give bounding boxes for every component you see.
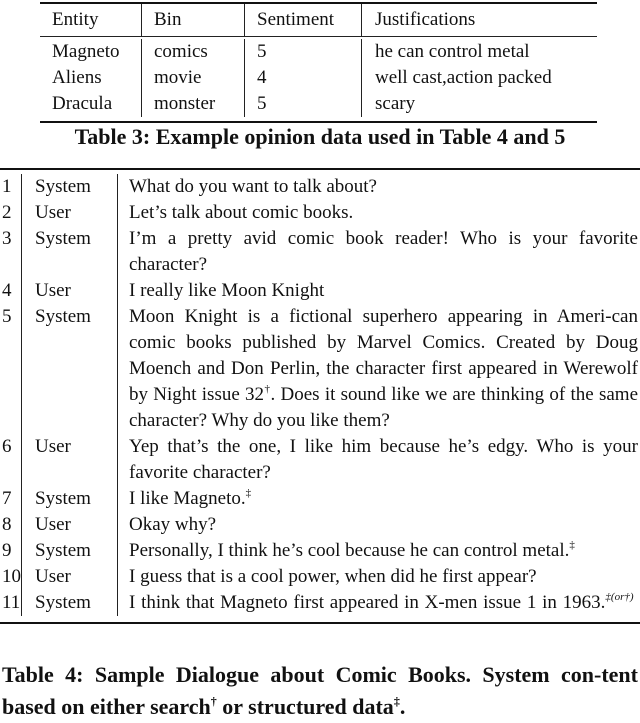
utterance: Let’s talk about comic books. (129, 202, 354, 223)
turn-number: 6 (0, 434, 22, 486)
caption-text: Table 4: Sample Dialogue about Comic Books. System con-tent based on either search (2, 662, 638, 719)
turn-number: 2 (0, 200, 22, 226)
source-marker-text: ‡(or†) (605, 591, 634, 603)
utterance: I’m a pretty avid comic book reader! Who is your favorite character? (129, 228, 638, 275)
turn-number: 11 (0, 590, 22, 616)
utterance-text: I think that Magneto first appeared in X-men issue 1 in 1963. (129, 592, 606, 613)
utterance: What do you want to talk about? (129, 176, 377, 197)
cell-justification: he can control metal (375, 41, 530, 62)
utterance (118, 304, 640, 434)
dialogue-row (0, 304, 640, 434)
table-row (40, 91, 597, 117)
turn-number: 7 (0, 486, 22, 512)
dialogue-row (0, 486, 640, 512)
header-justifications: Justifications (375, 9, 476, 30)
speaker: User (22, 434, 118, 486)
utterance: I guess that is a cool power, when did he first appear? (129, 566, 537, 587)
dialogue-row (0, 226, 640, 278)
dialogue-row (0, 564, 640, 590)
speaker: System (22, 304, 118, 434)
sample-dialogue-table (0, 168, 640, 624)
speaker: User (22, 564, 118, 590)
opinion-data-table (40, 2, 597, 123)
turn-number: 10 (0, 564, 22, 590)
turn-number: 8 (0, 512, 22, 538)
cell-bin: comics (142, 39, 245, 65)
dialogue-row (0, 200, 640, 226)
utterance-text: Personally, I think he’s cool because he can control metal. (129, 540, 570, 561)
cell-justification: scary (375, 93, 416, 114)
header-sentiment: Sentiment (245, 4, 362, 36)
table-row (40, 65, 597, 91)
utterance (118, 590, 640, 616)
speaker: User (22, 512, 118, 538)
cell-entity: Dracula (40, 91, 142, 117)
table4-caption (2, 659, 638, 723)
speaker: System (22, 226, 118, 278)
cell-entity: Magneto (40, 39, 142, 65)
utterance: I really like Moon Knight (129, 280, 325, 301)
turn-number: 3 (0, 226, 22, 278)
header-entity: Entity (40, 4, 142, 36)
structured-data-marker: ‡ (245, 487, 252, 499)
caption-text: or structured data (216, 694, 394, 719)
turn-number: 9 (0, 538, 22, 564)
turn-number: 4 (0, 278, 22, 304)
cell-entity: Aliens (40, 65, 142, 91)
search-source-marker: † (264, 383, 271, 395)
dialogue-row (0, 434, 640, 486)
source-marker (605, 591, 633, 603)
table-header-row (40, 4, 597, 37)
speaker: System (22, 486, 118, 512)
utterance-text: I like Magneto. (129, 488, 246, 509)
table3-caption: Table 3: Example opinion data used in Table 4 and 5 (74, 124, 566, 149)
speaker: System (22, 174, 118, 200)
structured-data-marker: ‡ (569, 539, 575, 551)
utterance: Okay why? (129, 514, 217, 535)
dialogue-row (0, 512, 640, 538)
dialogue-row (0, 590, 640, 616)
double-dagger-marker: ‡ (393, 694, 400, 708)
turn-number: 5 (0, 304, 22, 434)
speaker: User (22, 278, 118, 304)
utterance: Yep that’s the one, I like him because he’s edgy. Who is your favorite character? (129, 436, 638, 483)
turn-number: 1 (0, 174, 22, 200)
dagger-marker: † (210, 694, 217, 708)
utterance-text: . Does it sound like we are thinking of the same character? Why do you like them? (129, 384, 639, 431)
cell-sentiment: 5 (245, 39, 362, 65)
cell-sentiment: 4 (245, 65, 362, 91)
cell-justification: well cast,action packed (375, 67, 552, 88)
speaker: User (22, 200, 118, 226)
dialogue-row (0, 278, 640, 304)
utterance-text: Moon Knight is a fictional superhero appearing in Ameri-can comic books published by Marvel Comics. Created by Doug Moench and Don Perlin, the character first appeared in Werewolf by Night issue 32 (129, 306, 638, 405)
cell-bin: monster (142, 91, 245, 117)
speaker: System (22, 590, 118, 616)
speaker: System (22, 538, 118, 564)
utterance (118, 486, 640, 512)
header-bin: Bin (142, 4, 245, 36)
table-body (40, 37, 597, 121)
cell-bin: movie (142, 65, 245, 91)
cell-sentiment: 5 (245, 91, 362, 117)
dialogue-row (0, 538, 640, 564)
table-row (40, 39, 597, 65)
caption-text: . (399, 694, 406, 719)
dialogue-row (0, 174, 640, 200)
utterance (118, 538, 640, 564)
